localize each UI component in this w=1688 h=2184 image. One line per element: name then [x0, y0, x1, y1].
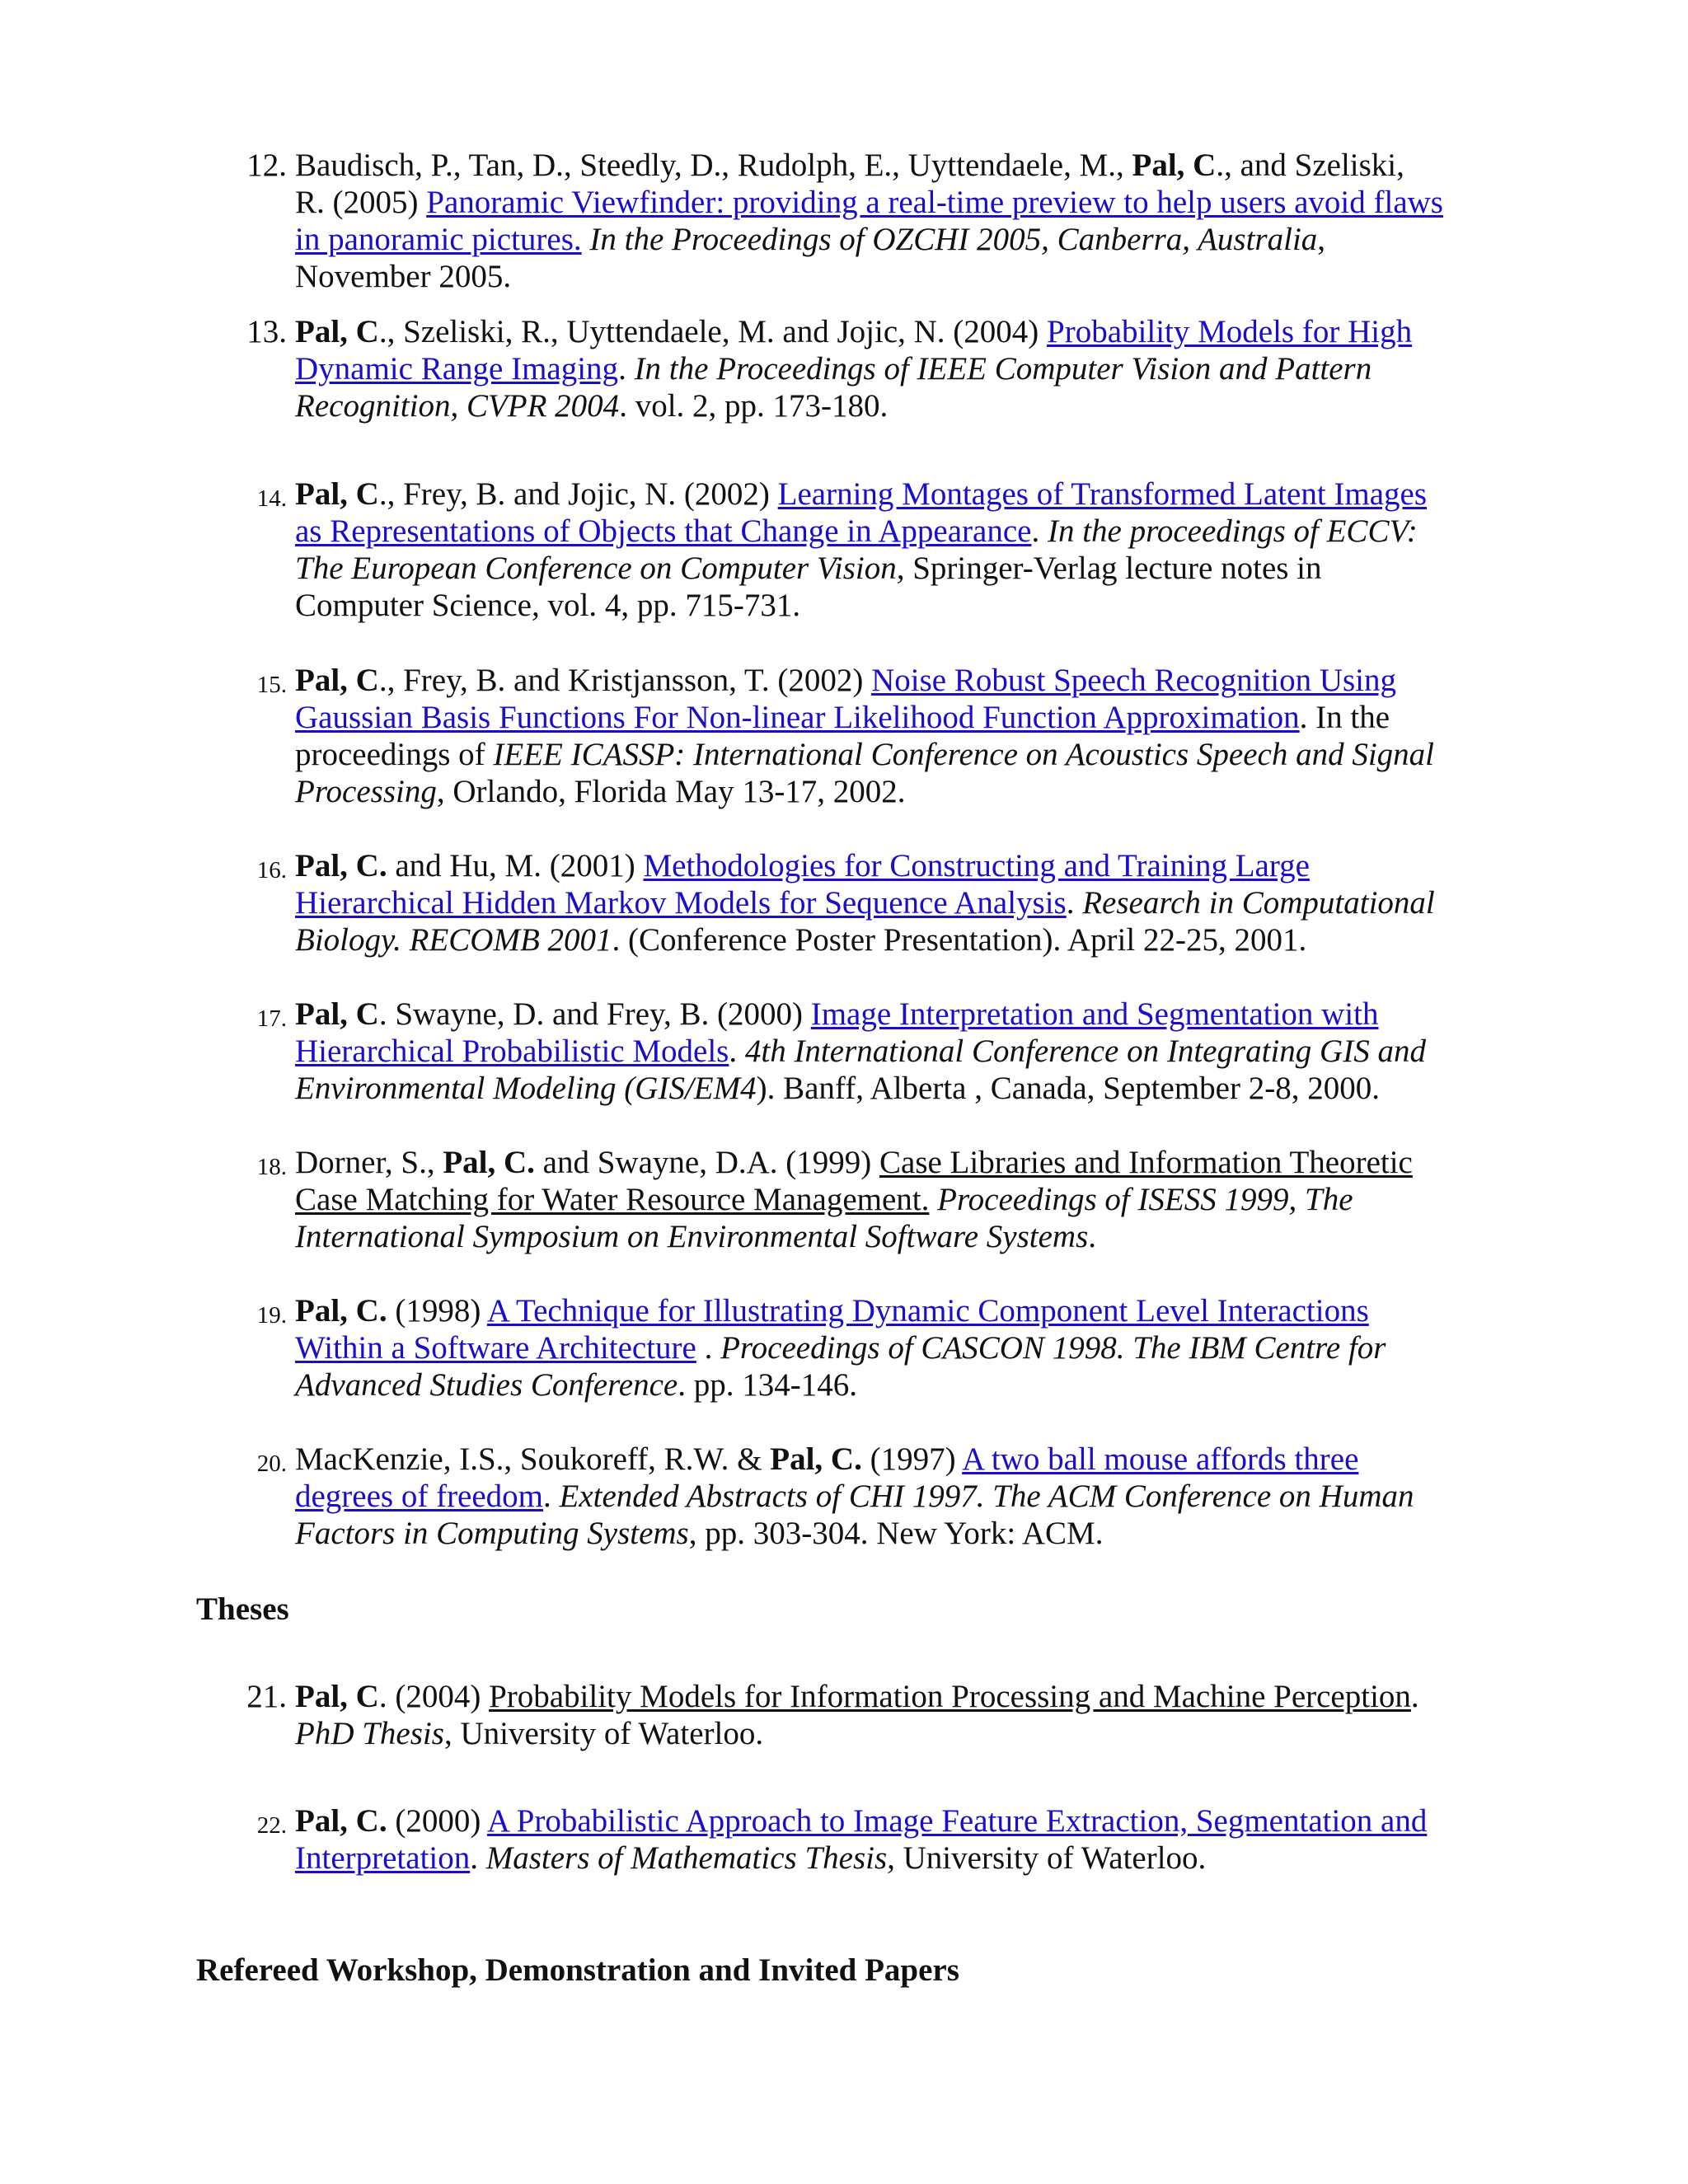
reference-line	[295, 1366, 1515, 1404]
reference-text: .	[1410, 1679, 1419, 1714]
reference-line	[295, 1441, 1515, 1478]
reference-text: .	[543, 1479, 560, 1514]
venue-italic: In the proceedings of ECCV:	[1047, 513, 1418, 549]
reference-text: . pp. 134-146.	[678, 1367, 857, 1403]
reference-text: , University of Waterloo.	[443, 1716, 764, 1751]
reference-number: 22.	[256, 1812, 287, 1839]
venue-italic: Processing	[295, 774, 437, 809]
author-name-bold: Pal, C.	[443, 1145, 535, 1180]
reference-text: .	[729, 1033, 745, 1069]
paper-title-underlined: Case Matching for Water Resource Management.	[295, 1182, 930, 1217]
venue-italic: In the Proceedings of OZCHI 2005, Canberra, Australia	[589, 222, 1318, 257]
author-name-bold: Pal, C.	[295, 1293, 387, 1329]
reference-text: Computer Science	[295, 588, 532, 623]
venue-italic: Environmental Modeling (GIS/EM4	[295, 1071, 757, 1106]
reference-text: Baudisch, P., Tan, D., Steedly, D., Rudolph, E., Uyttendaele, M.,	[295, 148, 1132, 183]
venue-italic: Research in Computational	[1082, 885, 1435, 921]
reference-text: ., Frey, B. and Kristjansson, T. (2002)	[378, 663, 872, 698]
reference-number: 12.	[246, 148, 287, 183]
reference-line	[295, 1515, 1515, 1552]
paper-title-link[interactable]: A two ball mouse affords three	[962, 1441, 1359, 1477]
paper-title-link[interactable]: Methodologies for Constructing and Training Large	[643, 848, 1310, 883]
reference-line	[295, 313, 1515, 350]
paper-title-link[interactable]: Panoramic Viewfinder: providing a real-time preview to help users avoid flaws	[426, 185, 1443, 220]
venue-italic: International Symposium on Environmental Software Systems	[295, 1219, 1089, 1254]
venue-italic: Proceedings of ISESS 1999, The	[937, 1182, 1353, 1217]
reference-text: . (2004)	[378, 1679, 490, 1714]
reference-line	[295, 513, 1515, 550]
reference-number: 14.	[256, 485, 287, 512]
reference-line	[295, 476, 1515, 513]
venue-italic: Extended Abstracts of CHI 1997. The ACM Conference on Human	[559, 1479, 1414, 1514]
reference-text: R. (2005)	[295, 185, 427, 220]
reference-text	[929, 1182, 937, 1217]
venue-italic: Proceedings of CASCON 1998. The IBM Centre for	[720, 1330, 1386, 1366]
reference-number: 18.	[256, 1154, 287, 1180]
reference-17	[256, 996, 1515, 1107]
reference-line	[295, 1033, 1515, 1070]
reference-number: 21.	[246, 1679, 287, 1714]
author-name-bold: Pal, C	[295, 476, 379, 512]
paper-title-link[interactable]: A Probabilistic Approach to Image Feature Extraction, Segmentation and	[486, 1803, 1428, 1839]
reference-line	[295, 1715, 1515, 1752]
venue-italic: Advanced Studies Conference	[295, 1367, 678, 1403]
reference-text: ). Banff, Alberta , Canada, September 2-8, 2000.	[756, 1071, 1380, 1106]
paper-title-link[interactable]: A Technique for Illustrating Dynamic Component Level Interactions	[486, 1293, 1369, 1329]
reference-line	[295, 1181, 1515, 1218]
venue-italic: Factors in Computing Systems	[295, 1516, 689, 1551]
reference-text: (2000)	[387, 1803, 487, 1839]
author-name-bold: Pal, C.	[295, 848, 387, 883]
venue-italic: ,	[532, 588, 540, 623]
reference-text: . In the	[1299, 700, 1390, 735]
reference-text: ., and Szeliski,	[1216, 148, 1404, 183]
venue-italic: 4th International Conference on Integrating GIS and	[744, 1033, 1426, 1069]
reference-number: 19.	[256, 1302, 287, 1329]
paper-title-link[interactable]: Noise Robust Speech Recognition Using	[871, 663, 1397, 698]
paper-title-link[interactable]: Within a Software Architecture	[295, 1330, 696, 1366]
reference-text: ,	[1317, 222, 1326, 257]
reference-line	[295, 350, 1515, 387]
reference-number: 16.	[256, 857, 287, 883]
reference-text	[582, 222, 590, 257]
reference-text: ., Frey, B. and Jojic, N. (2002)	[378, 476, 778, 512]
reference-text: .	[1088, 1219, 1097, 1254]
reference-text: Dorner, S.,	[295, 1145, 443, 1180]
reference-text: .	[1031, 513, 1048, 549]
reference-line	[295, 184, 1515, 221]
reference-line	[295, 996, 1515, 1033]
reference-16	[256, 847, 1515, 958]
paper-title-link[interactable]: Learning Montages of Transformed Latent Images	[777, 476, 1428, 512]
reference-line	[295, 699, 1515, 736]
venue-italic: IEEE ICASSP: International Conference on Acoustics Speech and Signal	[493, 737, 1435, 772]
paper-title-link[interactable]: as Representations of Objects that Change in Appearance	[295, 513, 1032, 549]
reference-line	[295, 147, 1515, 184]
reference-line	[295, 258, 1515, 295]
reference-text: .	[1066, 885, 1083, 921]
reference-line	[295, 387, 1515, 424]
reference-15	[256, 662, 1515, 810]
reference-20	[256, 1441, 1515, 1552]
paper-title-link[interactable]: Hierarchical Hidden Markov Models for Sequence Analysis	[295, 885, 1067, 921]
reference-text: (1997)	[861, 1441, 963, 1477]
reference-number: 15.	[256, 672, 287, 698]
paper-title-link[interactable]: in panoramic pictures.	[295, 222, 582, 257]
reference-line	[295, 1678, 1515, 1715]
reference-line	[295, 847, 1515, 884]
reference-line	[295, 1478, 1515, 1515]
reference-line	[295, 1329, 1515, 1366]
reference-text: .	[696, 1330, 721, 1366]
venue-italic: The European Conference on Computer Vision,	[295, 551, 905, 586]
reference-line	[295, 587, 1515, 624]
reference-text: , pp. 303-304. New York: ACM.	[688, 1516, 1104, 1551]
author-name-bold: Pal, C	[295, 996, 379, 1032]
author-name-bold: Pal, C	[295, 663, 379, 698]
reference-text: and Hu, M. (2001)	[387, 848, 644, 883]
author-name-bold: Pal, C	[295, 314, 379, 349]
reference-line	[295, 1802, 1515, 1840]
reference-text: November 2005.	[295, 259, 512, 294]
paper-title-link[interactable]: Dynamic Range Imaging	[295, 351, 619, 387]
reference-text: . (Conference Poster Presentation). April 22-25, 2001.	[612, 922, 1307, 958]
reference-14	[256, 476, 1515, 624]
reference-text: proceedings of	[295, 737, 494, 772]
reference-number: 20.	[256, 1451, 287, 1477]
reference-line	[295, 1292, 1515, 1329]
reference-number: 13.	[246, 314, 287, 349]
paper-title-link[interactable]: Interpretation	[295, 1840, 471, 1876]
reference-18	[256, 1144, 1515, 1255]
paper-title-link[interactable]: Gaussian Basis Functions For Non-linear Likelihood Function Approximation	[295, 700, 1300, 735]
venue-italic: Masters of Mathematics Thesis,	[485, 1840, 895, 1876]
reference-line	[295, 662, 1515, 699]
reference-line	[295, 221, 1515, 258]
paper-title-link[interactable]: Image Interpretation and Segmentation with	[810, 996, 1379, 1032]
paper-title-link[interactable]: degrees of freedom	[295, 1479, 544, 1514]
author-name-bold: Pal, C	[1132, 148, 1217, 183]
reference-text: . vol. 2, pp. 173-180.	[619, 388, 889, 424]
reference-text: ., Szeliski, R., Uyttendaele, M. and Jojic, N. (2004)	[378, 314, 1048, 349]
reference-text: and Swayne, D.A. (1999)	[534, 1145, 879, 1180]
reference-text: (1998)	[387, 1293, 487, 1329]
section-heading-theses: Theses	[196, 1591, 289, 1627]
paper-title-link[interactable]: Probability Models for High	[1047, 314, 1413, 349]
venue-italic: Recognition, CVPR 2004	[295, 388, 620, 424]
reference-line	[295, 1144, 1515, 1181]
reference-line	[295, 884, 1515, 921]
reference-text: .	[618, 351, 635, 387]
reference-22	[256, 1802, 1515, 1877]
venue-italic: PhD Thesis	[295, 1716, 444, 1751]
reference-13	[246, 313, 1515, 424]
paper-title-underlined: Case Libraries and Information Theoretic	[879, 1145, 1413, 1180]
reference-text: , Orlando, Florida May 13-17, 2002.	[436, 774, 906, 809]
reference-text: University of Waterloo.	[894, 1840, 1207, 1876]
reference-21	[246, 1678, 1515, 1752]
venue-italic: Biology. RECOMB 2001	[295, 922, 612, 958]
reference-line	[295, 550, 1515, 587]
reference-line	[295, 1840, 1515, 1877]
author-name-bold: Pal, C	[295, 1679, 379, 1714]
reference-text: .	[470, 1840, 486, 1876]
reference-number: 17.	[256, 1005, 287, 1032]
venue-italic: In the Proceedings of IEEE Computer Vision and Pattern	[634, 351, 1372, 387]
section-heading-workshop-papers: Refereed Workshop, Demonstration and Invited Papers	[196, 1952, 959, 1988]
reference-19	[256, 1292, 1515, 1404]
paper-title-underlined: Probability Models for Information Processing and Machine Perception	[489, 1679, 1411, 1714]
reference-text: vol. 4, pp. 715-731.	[539, 588, 801, 623]
reference-line	[295, 736, 1515, 773]
reference-text: Springer-Verlag lecture notes in	[904, 551, 1322, 586]
author-name-bold: Pal, C.	[770, 1441, 862, 1477]
reference-text: MacKenzie, I.S., Soukoreff, R.W. &	[295, 1441, 771, 1477]
reference-line	[295, 921, 1515, 958]
reference-line	[295, 1070, 1515, 1107]
reference-text: . Swayne, D. and Frey, B. (2000)	[378, 996, 811, 1032]
reference-12	[246, 147, 1515, 295]
reference-line	[295, 1218, 1515, 1255]
reference-line	[295, 773, 1515, 810]
author-name-bold: Pal, C.	[295, 1803, 387, 1839]
paper-title-link[interactable]: Hierarchical Probabilistic Models	[295, 1033, 729, 1069]
